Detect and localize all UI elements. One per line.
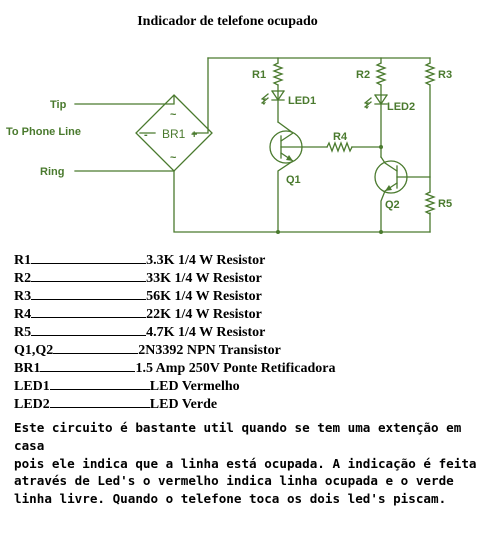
resistor-r2: [377, 63, 385, 85]
part-value: 1.5 Amp 250V Ponte Retificadora: [135, 361, 336, 376]
part-row: [14, 394, 335, 412]
part-ref: R5: [14, 325, 32, 340]
label-q1: Q1: [286, 174, 301, 186]
part-row: [14, 268, 335, 286]
label-phone-line: To Phone Line: [6, 126, 81, 138]
page-title: Indicador de telefone ocupado: [137, 14, 318, 29]
q1-emitter: [278, 153, 293, 232]
part-value: 2N3392 NPN Transistor: [138, 343, 281, 358]
parts-list: [14, 250, 335, 412]
part-row: [14, 322, 335, 340]
junction-dot: [379, 230, 383, 234]
part-value: LED Verde: [149, 397, 218, 412]
part-value: 56K 1/4 W Resistor: [146, 289, 262, 304]
resistor-r5: [426, 192, 434, 214]
label-led2: LED2: [387, 101, 416, 113]
q2-emitter-arrow: [385, 185, 392, 191]
label-ac-bottom: ~: [170, 152, 177, 164]
part-ref: R3: [14, 289, 32, 304]
part-ref: LED2: [14, 397, 50, 412]
part-leader-line: [50, 376, 150, 390]
part-value: 33K 1/4 W Resistor: [146, 271, 262, 286]
label-q2: Q2: [385, 199, 400, 211]
circuit-description: Este circuito é bastante util quando se tem uma extenção em casa pois ele indica que a linha está ocupada. A indicação é feita através de Led's o vermelho indica linha ocupada e o verde linha livre. Quando o telefone toca os dois led's piscam.: [14, 420, 477, 507]
part-value: 3.3K 1/4 W Resistor: [146, 253, 266, 268]
q1-emitter-arrow: [286, 155, 293, 161]
part-value: LED Vermelho: [149, 379, 240, 394]
part-ref: R4: [14, 307, 32, 322]
junction-dot: [379, 145, 383, 149]
part-ref: BR1: [14, 361, 41, 376]
part-leader-line: [31, 286, 146, 300]
label-ac-top: ~: [170, 109, 177, 121]
part-ref: Q1,Q2: [14, 343, 54, 358]
part-row: [14, 340, 335, 358]
part-leader-line: [50, 394, 150, 408]
label-bridge-plus: +: [191, 129, 198, 141]
resistor-r1: [274, 63, 282, 85]
part-leader-line: [40, 358, 135, 372]
label-r4: R4: [333, 131, 348, 143]
part-row: [14, 376, 335, 394]
label-r1: R1: [252, 69, 267, 81]
part-leader-line: [31, 268, 146, 282]
label-r2: R2: [356, 69, 371, 81]
part-leader-line: [53, 340, 138, 354]
part-leader-line: [31, 250, 146, 264]
part-value: 22K 1/4 W Resistor: [146, 307, 262, 322]
label-r5: R5: [438, 198, 453, 210]
resistor-r4: [327, 143, 352, 151]
part-leader-line: [31, 322, 146, 336]
part-row: [14, 304, 335, 322]
resistor-r3: [426, 63, 434, 85]
part-row: [14, 358, 335, 376]
part-row: [14, 286, 335, 304]
part-leader-line: [31, 304, 146, 318]
part-value: 4.7K 1/4 W Resistor: [146, 325, 266, 340]
part-ref: R1: [14, 253, 32, 268]
q2-collector: [381, 157, 397, 171]
label-bridge-minus: -: [144, 129, 148, 141]
circuit-schematic: [0, 0, 495, 245]
label-ring: Ring: [40, 166, 65, 178]
part-row: [14, 250, 335, 268]
label-led1: LED1: [288, 95, 317, 107]
part-ref: LED1: [14, 379, 50, 394]
label-tip: Tip: [50, 99, 67, 111]
part-ref: R2: [14, 271, 32, 286]
label-r3: R3: [438, 69, 453, 81]
wire-tip: [75, 96, 174, 104]
label-br1: BR1: [162, 127, 186, 141]
junction-dot: [276, 230, 280, 234]
